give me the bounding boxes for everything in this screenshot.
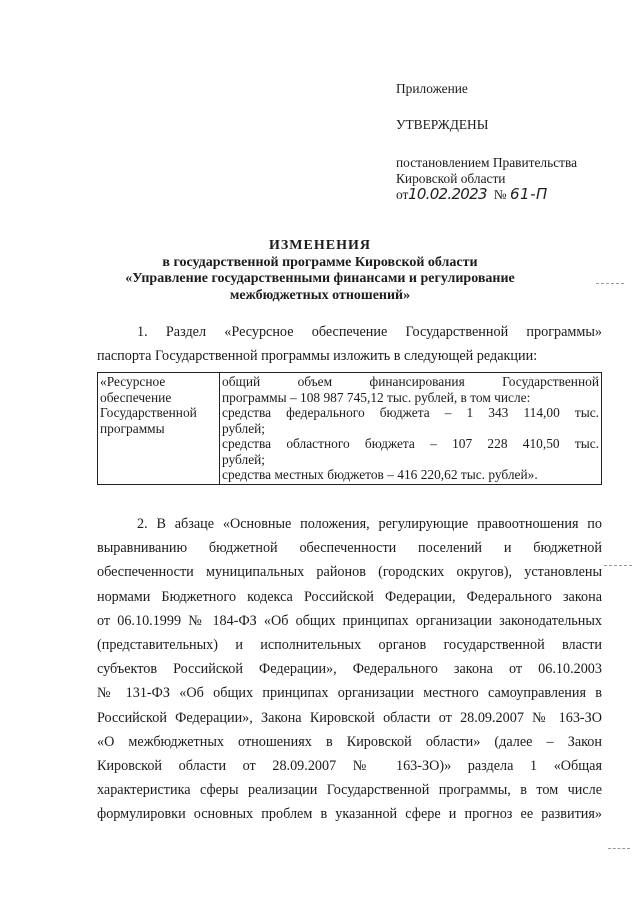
scan-artifact <box>608 848 630 850</box>
table-value-line: рублей; <box>222 420 266 436</box>
resolution-line: постановлением Правительства <box>396 155 578 170</box>
paragraph-2-line: характеристика сферы реализации Государственной программы, в том числе <box>97 782 602 799</box>
handwritten-number <box>510 185 556 203</box>
paragraph-2-line: Кировской области от 28.09.2007 № 163-ЗО)» раздела 1 «Общая <box>97 758 602 775</box>
table-label-line: обеспечение <box>100 389 172 405</box>
table-value-line: средства федерального бюджета – 1 343 114,00 тыс. <box>222 405 599 420</box>
date-number-line <box>396 186 631 203</box>
heading-title: ИЗМЕНЕНИЯ <box>269 238 371 253</box>
paragraph-2-line: выравниванию бюджетной обеспеченности поселений и бюджетной <box>97 540 602 557</box>
paragraph-2 <box>97 512 602 827</box>
heading-line-4: межбюджетных отношений» <box>229 287 411 303</box>
svg-text:61-П: 61-П <box>509 186 548 202</box>
paragraph-2-line: (представительных) и исполнительных органов государственной власти <box>97 637 602 654</box>
table-value-cell <box>220 373 602 485</box>
document-heading <box>0 238 640 304</box>
table-value-line: общий объем финансирования Государственной <box>222 374 599 389</box>
paragraph-2-line: от 06.10.1999 № 184-ФЗ «Об общих принципах организации законодательных <box>97 612 602 629</box>
number-sign: № <box>493 187 507 202</box>
approved-label: УТВЕРЖДЕНЫ <box>396 116 489 132</box>
resource-table <box>97 372 602 485</box>
table-row <box>98 373 602 485</box>
table-label-line: Государственной <box>100 405 197 420</box>
region-line: Кировской области <box>396 170 506 186</box>
handwritten-date <box>408 185 490 203</box>
paragraph-2-line: нормами Бюджетного кодекса Российской Федерации, Федерального закона <box>97 588 602 605</box>
paragraph-2-line: субъектов Российской Федерации», Федерального закона от 06.10.2003 <box>97 661 602 678</box>
paragraph-2-line: 2. В абзаце «Основные положения, регулирующие правоотношения по <box>137 516 602 532</box>
table-value-line: средства местных бюджетов – 416 220,62 тыс. рублей». <box>222 467 538 482</box>
table-value-line: программы – 108 987 745,12 тыс. рублей, в том числе: <box>222 389 531 405</box>
appendix-label: Приложение <box>396 81 468 96</box>
approval-block <box>396 81 631 203</box>
heading-line-2: в государственной программе Кировской области <box>162 254 478 270</box>
table-label-cell <box>98 373 220 485</box>
heading-line-3: «Управление государственными финансами и регулирование <box>125 271 515 286</box>
paragraph-1-line: 1. Раздел «Ресурсное обеспечение Государственной программы» <box>137 324 602 340</box>
table-value-line: средства областного бюджета – 107 228 410,50 тыс. <box>222 436 599 451</box>
date-prefix: от <box>396 187 409 202</box>
paragraph-1 <box>97 320 602 368</box>
table-label-line: программы <box>100 420 165 436</box>
scan-artifact <box>604 565 632 567</box>
paragraph-2-line: № 131-ФЗ «Об общих принципах организации местного самоуправления в <box>97 685 602 702</box>
paragraph-2-line: «О межбюджетных отношениях в Кировской области» (далее – Закон <box>97 733 602 750</box>
paragraph-1-line: паспорта Государственной программы изложить в следующей редакции: <box>97 348 538 365</box>
paragraph-2-line: обеспеченности муниципальных районов (городских округов), установлены <box>97 564 602 581</box>
paragraph-2-line: формулировки основных проблем в указанной сфере и прогноз ее развития» <box>97 806 602 823</box>
scan-artifact <box>596 283 624 285</box>
table-label-line: «Ресурсное <box>100 374 166 389</box>
table-value-line: рублей; <box>222 451 266 467</box>
paragraph-2-line: Российской Федерации», Закона Кировской области от 28.09.2007 № 163-ЗО <box>97 709 602 726</box>
svg-text:10.02.2023: 10.02.2023 <box>408 186 489 202</box>
